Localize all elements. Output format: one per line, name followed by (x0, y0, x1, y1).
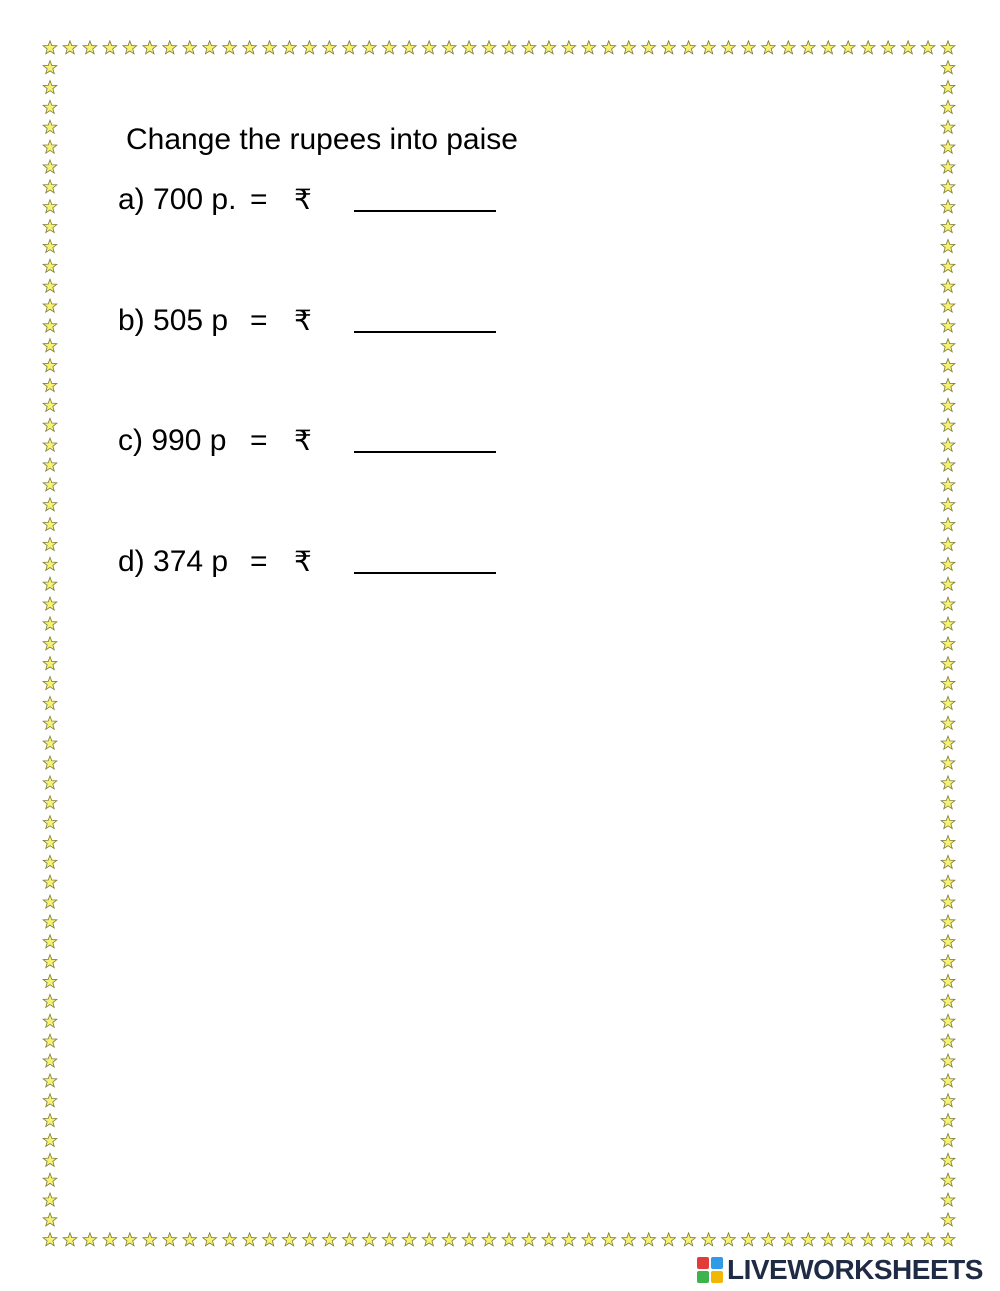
star-icon (582, 41, 596, 54)
star-icon (43, 398, 57, 411)
star-icon (941, 100, 955, 113)
star-icon (941, 776, 955, 789)
star-icon (123, 1233, 137, 1246)
star-icon (941, 1014, 955, 1027)
star-icon (901, 1233, 915, 1246)
star-icon (43, 1054, 57, 1067)
brand-name: LIVEWORKSHEETS (727, 1254, 983, 1285)
star-icon (861, 1233, 875, 1246)
star-icon (43, 617, 57, 630)
star-icon (442, 1233, 456, 1246)
star-icon (522, 1233, 536, 1246)
star-icon (43, 796, 57, 809)
star-icon (43, 915, 57, 928)
star-icon (43, 1114, 57, 1127)
star-icon (801, 41, 815, 54)
star-icon (662, 41, 676, 54)
star-icon (43, 319, 57, 332)
star-icon (342, 41, 356, 54)
star-icon (941, 816, 955, 829)
star-icon (762, 1233, 776, 1246)
star-icon (941, 458, 955, 471)
star-icon (722, 1233, 736, 1246)
star-icon (941, 438, 955, 451)
star-icon (941, 339, 955, 352)
star-icon (43, 140, 57, 153)
answer-blank[interactable] (354, 572, 496, 574)
star-icon (103, 41, 117, 54)
star-icon (382, 1233, 396, 1246)
star-icon (622, 1233, 636, 1246)
star-icon (83, 1233, 97, 1246)
star-icon (502, 1233, 516, 1246)
star-icon (941, 299, 955, 312)
star-icon (323, 1233, 337, 1246)
star-icon (702, 41, 716, 54)
star-icon (43, 895, 57, 908)
star-icon (881, 1233, 895, 1246)
star-icon (941, 855, 955, 868)
star-icon (83, 41, 97, 54)
star-icon (502, 41, 516, 54)
star-icon (223, 1233, 237, 1246)
star-icon (861, 41, 875, 54)
star-icon (941, 478, 955, 491)
equals-sign: = (250, 424, 268, 457)
star-icon (482, 1233, 496, 1246)
star-icon (43, 259, 57, 272)
star-icon (742, 41, 756, 54)
star-icon (542, 1233, 556, 1246)
star-icon (303, 1233, 317, 1246)
star-icon (203, 41, 217, 54)
star-icon (762, 41, 776, 54)
star-icon (382, 41, 396, 54)
star-icon (43, 677, 57, 690)
equals-sign: = (250, 545, 268, 578)
star-icon (43, 637, 57, 650)
star-icon (263, 1233, 277, 1246)
star-icon (43, 716, 57, 729)
star-icon (482, 41, 496, 54)
star-icon (43, 736, 57, 749)
star-icon (43, 279, 57, 292)
star-icon (941, 41, 955, 54)
star-icon (43, 1034, 57, 1047)
star-icon (881, 41, 895, 54)
star-icon (143, 1233, 157, 1246)
star-icon (941, 994, 955, 1007)
star-icon (682, 1233, 696, 1246)
star-icon (342, 1233, 356, 1246)
star-icon (921, 1233, 935, 1246)
star-icon (941, 756, 955, 769)
star-icon (722, 41, 736, 54)
star-icon (323, 41, 337, 54)
star-icon (841, 1233, 855, 1246)
star-icon (941, 1054, 955, 1067)
rupee-symbol: ₹ (294, 183, 312, 216)
star-icon (43, 220, 57, 233)
star-icon (782, 41, 796, 54)
star-icon (562, 1233, 576, 1246)
star-icon (941, 160, 955, 173)
star-icon (283, 1233, 297, 1246)
star-icon (43, 955, 57, 968)
star-icon (582, 1233, 596, 1246)
star-icon (941, 1233, 955, 1246)
star-icon (43, 498, 57, 511)
star-icon (103, 1233, 117, 1246)
star-icon (223, 41, 237, 54)
liveworksheets-logo-icon (697, 1257, 723, 1283)
star-icon (941, 577, 955, 590)
star-icon (203, 1233, 217, 1246)
star-icon (941, 597, 955, 610)
star-icon (941, 1133, 955, 1146)
star-icon (941, 1173, 955, 1186)
star-icon (941, 736, 955, 749)
worksheet-title: Change the rupees into paise (126, 123, 518, 156)
star-icon (243, 41, 257, 54)
star-icon (43, 994, 57, 1007)
star-icon (123, 41, 137, 54)
star-icon (43, 1014, 57, 1027)
rupee-symbol: ₹ (294, 545, 312, 578)
star-icon (941, 716, 955, 729)
star-icon (941, 617, 955, 630)
answer-blank[interactable] (354, 451, 496, 453)
equals-sign: = (250, 183, 268, 216)
star-icon (43, 1233, 57, 1246)
question-label: d) 374 p (118, 545, 229, 578)
star-icon (43, 1133, 57, 1146)
star-icon (43, 1074, 57, 1087)
star-icon (362, 1233, 376, 1246)
star-icon (183, 41, 197, 54)
star-icon (43, 200, 57, 213)
star-icon (422, 41, 436, 54)
star-icon (43, 418, 57, 431)
star-icon (941, 875, 955, 888)
star-icon (43, 1213, 57, 1226)
star-icon (941, 1114, 955, 1127)
star-icon (602, 1233, 616, 1246)
star-icon (43, 81, 57, 94)
star-icon (43, 160, 57, 173)
star-icon (841, 41, 855, 54)
answer-blank[interactable] (354, 331, 496, 333)
star-icon (941, 81, 955, 94)
star-icon (43, 299, 57, 312)
star-icon (941, 915, 955, 928)
star-icon (941, 1153, 955, 1166)
star-icon (941, 140, 955, 153)
star-icon (43, 100, 57, 113)
star-icon (941, 359, 955, 372)
star-icon (43, 577, 57, 590)
star-icon (941, 220, 955, 233)
star-icon (941, 259, 955, 272)
star-icon (43, 696, 57, 709)
star-icon (602, 41, 616, 54)
star-icon (821, 41, 835, 54)
star-icon (941, 418, 955, 431)
star-icon (941, 637, 955, 650)
star-icon (362, 41, 376, 54)
star-icon (43, 458, 57, 471)
star-icon (941, 398, 955, 411)
star-icon (941, 319, 955, 332)
star-icon (782, 1233, 796, 1246)
question-label: b) 505 p (118, 304, 229, 337)
star-icon (462, 41, 476, 54)
star-icon (43, 61, 57, 74)
star-icon (642, 41, 656, 54)
star-icon (43, 975, 57, 988)
star-icon (43, 438, 57, 451)
star-icon (43, 359, 57, 372)
star-icon (43, 835, 57, 848)
rupee-symbol: ₹ (294, 424, 312, 457)
star-icon (941, 61, 955, 74)
star-icon (43, 478, 57, 491)
star-icon (263, 41, 277, 54)
star-icon (941, 1193, 955, 1206)
star-icon (183, 1233, 197, 1246)
star-icon (43, 776, 57, 789)
star-icon (941, 1034, 955, 1047)
star-icon (941, 935, 955, 948)
star-icon (303, 41, 317, 54)
star-icon (941, 895, 955, 908)
star-icon (43, 537, 57, 550)
star-icon (43, 1193, 57, 1206)
star-icon (921, 41, 935, 54)
star-icon (43, 180, 57, 193)
star-icon (542, 41, 556, 54)
star-icon (402, 41, 416, 54)
star-icon (43, 339, 57, 352)
star-icon (742, 1233, 756, 1246)
star-icon (43, 816, 57, 829)
star-icon (462, 1233, 476, 1246)
star-icon (941, 677, 955, 690)
star-icon (662, 1233, 676, 1246)
star-icon (43, 657, 57, 670)
star-icon (941, 835, 955, 848)
star-icon (622, 41, 636, 54)
star-icon (43, 1153, 57, 1166)
star-icon (43, 379, 57, 392)
star-icon (402, 1233, 416, 1246)
rupee-symbol: ₹ (294, 304, 312, 337)
question-label: a) 700 p. (118, 183, 237, 216)
star-icon (43, 557, 57, 570)
star-icon (941, 498, 955, 511)
star-icon (941, 180, 955, 193)
star-icon (442, 41, 456, 54)
star-icon (43, 875, 57, 888)
star-icon (941, 279, 955, 292)
star-icon (642, 1233, 656, 1246)
star-icon (702, 1233, 716, 1246)
star-icon (941, 1094, 955, 1107)
star-icon (43, 855, 57, 868)
answer-blank[interactable] (354, 210, 496, 212)
star-icon (941, 955, 955, 968)
star-icon (941, 1074, 955, 1087)
star-icon (941, 557, 955, 570)
star-icon (941, 696, 955, 709)
question-label: c) 990 p (118, 424, 227, 457)
star-icon (63, 41, 77, 54)
star-icon (941, 518, 955, 531)
star-icon (941, 379, 955, 392)
star-icon (283, 41, 297, 54)
star-icon (63, 1233, 77, 1246)
star-icon (163, 41, 177, 54)
star-icon (43, 41, 57, 54)
star-icon (43, 597, 57, 610)
star-icon (43, 1094, 57, 1107)
star-icon (941, 1213, 955, 1226)
star-icon (901, 41, 915, 54)
star-icon (163, 1233, 177, 1246)
star-icon (941, 200, 955, 213)
star-icon (243, 1233, 257, 1246)
equals-sign: = (250, 304, 268, 337)
star-icon (43, 756, 57, 769)
star-icon (941, 120, 955, 133)
star-icon (422, 1233, 436, 1246)
star-icon (941, 239, 955, 252)
star-icon (941, 537, 955, 550)
liveworksheets-brand (697, 1254, 983, 1286)
star-icon (43, 935, 57, 948)
star-icon (821, 1233, 835, 1246)
star-icon (43, 518, 57, 531)
star-icon (562, 41, 576, 54)
star-icon (43, 1173, 57, 1186)
star-icon (682, 41, 696, 54)
star-icon (941, 975, 955, 988)
star-icon (801, 1233, 815, 1246)
star-icon (522, 41, 536, 54)
star-icon (143, 41, 157, 54)
star-icon (941, 657, 955, 670)
star-icon (43, 120, 57, 133)
star-icon (941, 796, 955, 809)
star-icon (43, 239, 57, 252)
